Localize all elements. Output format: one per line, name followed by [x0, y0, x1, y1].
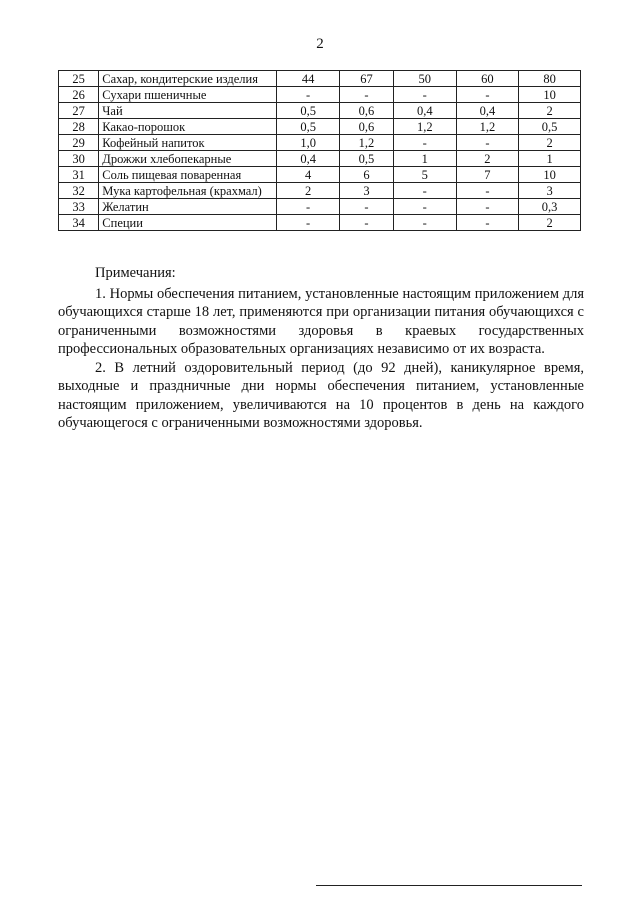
table-row — [59, 119, 581, 135]
norm-value: 0,5 — [339, 151, 393, 167]
product-name: Желатин — [99, 199, 277, 215]
row-number: 29 — [59, 135, 99, 151]
notes-heading: Примечания: — [95, 265, 176, 281]
row-number: 26 — [59, 87, 99, 103]
table-row — [59, 71, 581, 87]
norm-value: 67 — [339, 71, 393, 87]
note-paragraph-1: 1. Нормы обеспечения питанием, установленные настоящим приложением для обучающихся старше 18 лет, применяются при организации питания обучающихся с ограниченными возможностями здоровья в краевых государственных профессиональных образовательных организациях независимо от их возраста. — [58, 285, 584, 357]
norm-value: - — [456, 87, 519, 103]
product-name: Специи — [99, 215, 277, 231]
footer-divider — [316, 885, 582, 886]
norm-value: - — [393, 87, 456, 103]
norm-value: - — [339, 199, 393, 215]
norm-value: 2 — [456, 151, 519, 167]
product-name: Мука картофельная (крахмал) — [99, 183, 277, 199]
product-name: Сухари пшеничные — [99, 87, 277, 103]
row-number: 31 — [59, 167, 99, 183]
norm-value: - — [456, 199, 519, 215]
norm-value: 1,0 — [277, 135, 340, 151]
norm-value: 2 — [519, 103, 581, 119]
norm-value: 0,6 — [339, 103, 393, 119]
norm-value: 50 — [393, 71, 456, 87]
table-row — [59, 151, 581, 167]
norm-value: 60 — [456, 71, 519, 87]
product-name: Соль пищевая поваренная — [99, 167, 277, 183]
norm-value: 0,5 — [277, 103, 340, 119]
notes-section — [58, 264, 584, 433]
norm-value: 0,4 — [456, 103, 519, 119]
norm-value: 2 — [277, 183, 340, 199]
table-row — [59, 199, 581, 215]
norm-value: 1,2 — [456, 119, 519, 135]
norm-value: 6 — [339, 167, 393, 183]
norm-value: 2 — [519, 135, 581, 151]
norm-value: - — [339, 215, 393, 231]
norm-value: 4 — [277, 167, 340, 183]
norm-value: 2 — [519, 215, 581, 231]
norm-value: - — [393, 135, 456, 151]
table-row — [59, 215, 581, 231]
norm-value: 3 — [519, 183, 581, 199]
table-row — [59, 135, 581, 151]
row-number: 32 — [59, 183, 99, 199]
norm-value: 7 — [456, 167, 519, 183]
table-row — [59, 103, 581, 119]
norm-value: 44 — [277, 71, 340, 87]
norm-value: 5 — [393, 167, 456, 183]
page-number: 2 — [316, 36, 324, 52]
norm-value: 0,4 — [393, 103, 456, 119]
row-number: 28 — [59, 119, 99, 135]
norm-value: - — [277, 87, 340, 103]
norm-value: 1 — [393, 151, 456, 167]
row-number: 33 — [59, 199, 99, 215]
norm-value: - — [456, 135, 519, 151]
norm-value: 1 — [519, 151, 581, 167]
product-name: Сахар, кондитерские изделия — [99, 71, 277, 87]
row-number: 34 — [59, 215, 99, 231]
row-number: 27 — [59, 103, 99, 119]
norm-value: - — [393, 215, 456, 231]
table-row — [59, 87, 581, 103]
norm-value: 0,5 — [277, 119, 340, 135]
product-name: Чай — [99, 103, 277, 119]
norm-value: 1,2 — [339, 135, 393, 151]
norm-value: - — [339, 87, 393, 103]
row-number: 25 — [59, 71, 99, 87]
product-name: Какао-порошок — [99, 119, 277, 135]
norm-value: 10 — [519, 87, 581, 103]
product-name: Кофейный напиток — [99, 135, 277, 151]
note-paragraph-2: 2. В летний оздоровительный период (до 92 дней), каникулярное время, выходные и праздничные дни нормы обеспечения питанием, установленные настоящим приложением, увеличиваются на 10 процентов в день на каждого обучающегося с ограниченными возможностями здоровья. — [58, 359, 584, 431]
norm-value: 0,6 — [339, 119, 393, 135]
norm-value: - — [456, 215, 519, 231]
norm-value: 0,5 — [519, 119, 581, 135]
norm-value: - — [393, 183, 456, 199]
norm-value: 3 — [339, 183, 393, 199]
norm-value: 80 — [519, 71, 581, 87]
norm-value: - — [456, 183, 519, 199]
row-number: 30 — [59, 151, 99, 167]
table-row — [59, 183, 581, 199]
norm-value: 1,2 — [393, 119, 456, 135]
norm-value: - — [393, 199, 456, 215]
table-row — [59, 167, 581, 183]
norm-value: 10 — [519, 167, 581, 183]
product-name: Дрожжи хлебопекарные — [99, 151, 277, 167]
norm-value: 0,3 — [519, 199, 581, 215]
norm-value: - — [277, 199, 340, 215]
norm-value: 0,4 — [277, 151, 340, 167]
norm-value: - — [277, 215, 340, 231]
food-norms-table — [58, 70, 581, 231]
